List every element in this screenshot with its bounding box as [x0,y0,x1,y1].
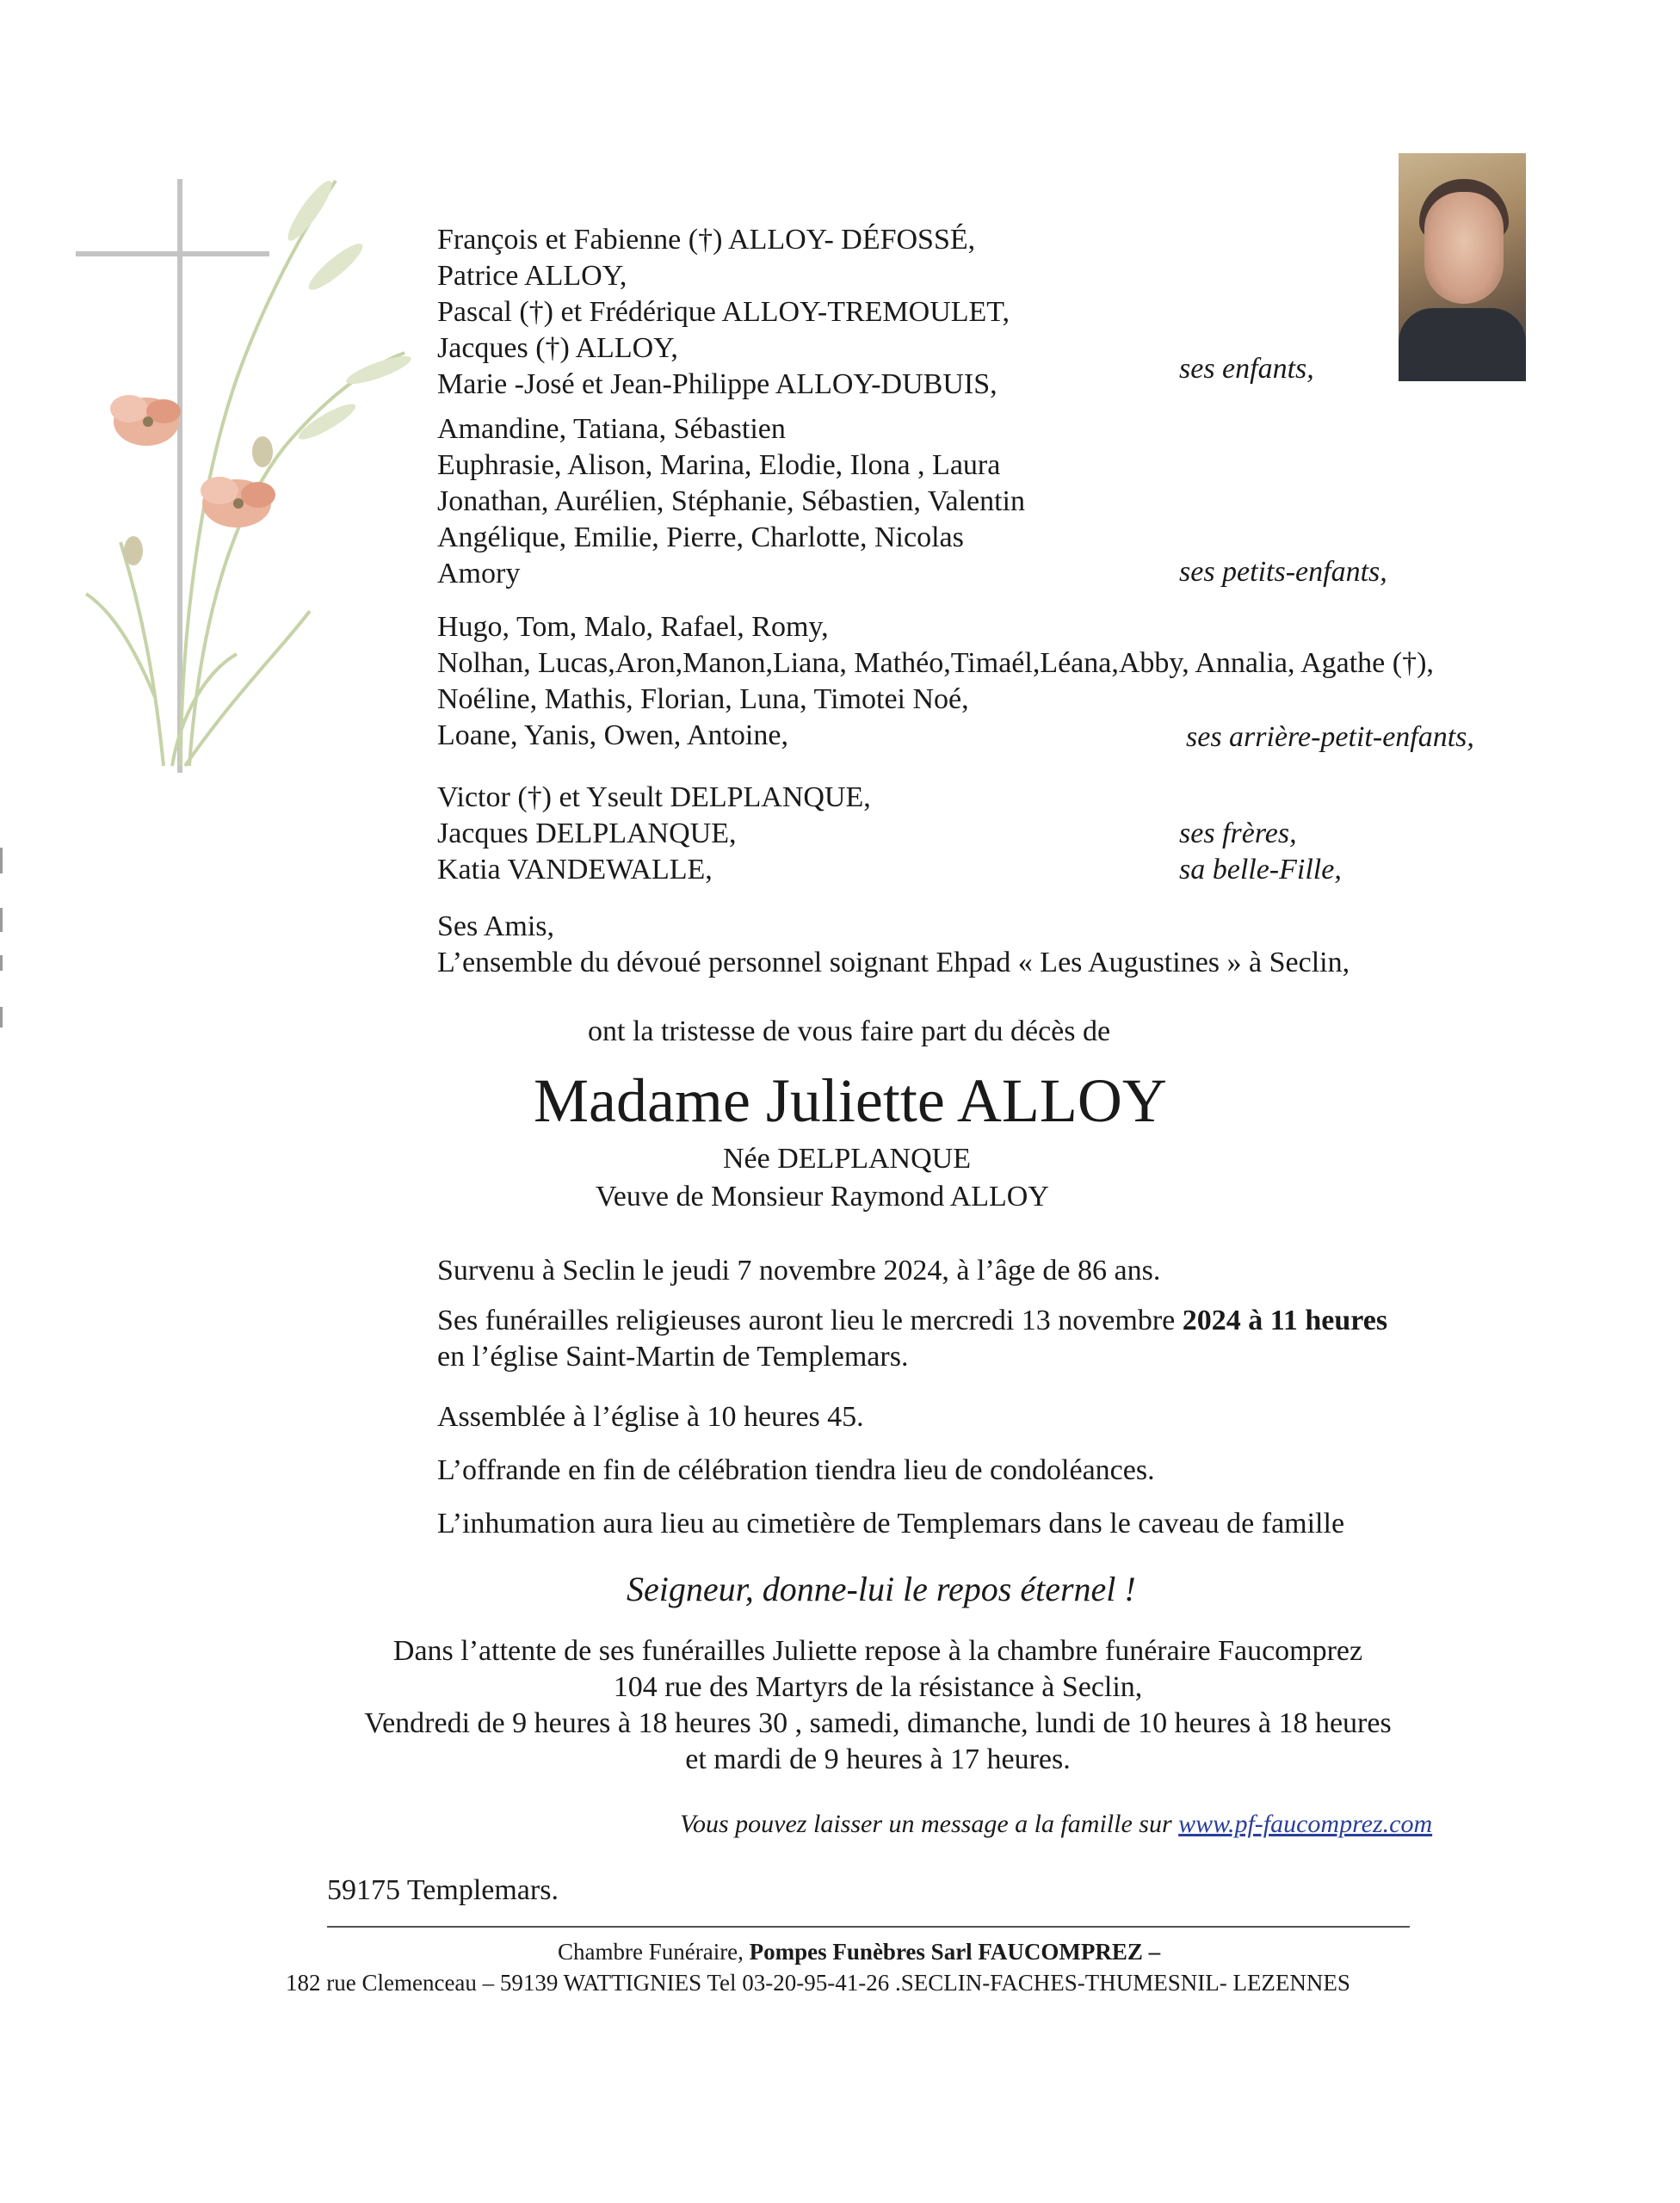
death-details: Survenu à Seclin le jeudi 7 novembre 2024, à l’âge de 86 ans. [437,1255,1161,1287]
family-line: Marie -José et Jean-Philippe ALLOY-DUBUIS, [437,368,998,400]
cross-icon [76,179,269,773]
cross-poppies-illustration [52,164,413,783]
footer-line-2: 182 rue Clemenceau – 59139 WATTIGNIES Tel 03-20-95-41-26 .SECLIN-FACHES-THUMESNIL- LEZENNES [286,1970,1350,1996]
portrait-face [1424,192,1504,304]
funeral-home-website-link[interactable]: www.pf-faucomprez.com [1178,1810,1433,1838]
viewing-line: Dans l’attente de ses funérailles Juliette repose à la chambre funéraire Faucomprez [392,1635,1363,1667]
family-line: Katia VANDEWALLE, [437,854,713,886]
viewing-line: et mardi de 9 heures à 17 heures. [685,1743,1071,1775]
family-line: Pascal (†) et Frédérique ALLOY-TREMOULET, [437,296,1010,328]
scan-edge-mark [0,908,3,932]
family-siblings-list [437,780,871,888]
widow-of: Veuve de Monsieur Raymond ALLOY [596,1181,1049,1213]
offering-details: L’offrande en fin de célébration tiendra lieu de condoléances. [437,1454,1155,1486]
portrait-coat [1399,308,1526,381]
viewing-line: 104 rue des Martyrs de la résistance à Seclin, [613,1671,1143,1703]
funeral-date-text: Ses funérailles religieuses auront lieu le mercredi 13 novembre [437,1305,1183,1336]
family-line: Jacques DELPLANQUE, [437,818,737,849]
scan-edge-mark [0,1007,3,1027]
funeral-details [437,1303,1387,1339]
family-line: Jacques (†) ALLOY, [437,332,678,364]
footer-divider [327,1926,1410,1928]
family-line: Patrice ALLOY, [437,260,627,292]
family-line: L’ensemble du dévoué personnel soignant Ehpad « Les Augustines » à Seclin, [437,947,1350,978]
scan-edge-mark [0,955,3,971]
funeral-place: en l’église Saint-Martin de Templemars. [437,1341,909,1373]
wheat-ears-icon [282,176,413,445]
family-line: Ses Amis, [437,910,555,942]
family-line: Euphrasie, Alison, Marina, Elodie, Ilona , Laura [437,449,1001,481]
footer-company: Pompes Funèbres Sarl FAUCOMPREZ – [749,1939,1161,1965]
scan-edge-mark [0,848,3,873]
great-grandchildren-label: ses arrière-petit-enfants, [1186,721,1474,753]
poppy-flower-icon [110,395,181,446]
family-line: Jonathan, Aurélien, Stéphanie, Sébastien, Valentin [437,485,1026,517]
maiden-name: Née DELPLANQUE [723,1143,971,1175]
message-text: Vous pouvez laisser un message a la famille sur [680,1810,1179,1838]
wheat-stems-icon [86,181,405,766]
family-line: Hugo, Tom, Malo, Rafael, Romy, [437,611,829,643]
grandchildren-label: ses petits-enfants, [1179,556,1387,588]
family-line: Victor (†) et Yseult DELPLANQUE, [437,781,871,813]
footer-prefix: Chambre Funéraire, [558,1939,750,1965]
viewing-line: Vendredi de 9 heures à 18 heures 30 , samedi, dimanche, lundi de 10 heures à 18 heures [364,1707,1392,1739]
burial-details: L’inhumation aura lieu au cimetière de Templemars dans le caveau de famille [437,1508,1345,1540]
assembly-details: Assemblée à l’église à 10 heures 45. [437,1401,864,1433]
funeral-time-text: 2024 à 11 heures [1182,1305,1388,1336]
portrait-photo [1399,153,1526,381]
family-line: Amandine, Tatiana, Sébastien [437,413,786,445]
family-line: Nolhan, Lucas,Aron,Manon,Liana, Mathéo,Timaél,Léana,Abby, Annalia, Agathe (†), [437,647,1434,679]
poppy-flower-icon [201,477,275,528]
deceased-name: Madame Juliette ALLOY [534,1066,1167,1135]
siblings-label: ses frères, [1179,818,1297,849]
daughter-in-law-label: sa belle-Fille, [1179,854,1342,886]
viewing-info [301,1633,1455,1778]
family-line: François et Fabienne (†) ALLOY- DÉFOSSÉ, [437,224,976,256]
family-others-list [437,909,1350,981]
children-label: ses enfants, [1179,353,1314,385]
prayer-text: Seigneur, donne-lui le repos éternel ! [627,1570,1136,1608]
family-address: 59175 Templemars. [327,1874,559,1906]
family-children-list [437,222,1010,403]
family-line: Amory [437,558,521,589]
footer-line-1 [558,1936,1160,1967]
family-grandchildren-list [437,411,1025,592]
family-line: Noéline, Mathis, Florian, Luna, Timotei Noé, [437,683,969,715]
message-line [680,1807,1432,1842]
announcement-intro: ont la tristesse de vous faire part du décès de [588,1015,1111,1047]
family-line: Loane, Yanis, Owen, Antoine, [437,719,788,751]
family-line: Angélique, Emilie, Pierre, Charlotte, Nicolas [437,521,964,553]
